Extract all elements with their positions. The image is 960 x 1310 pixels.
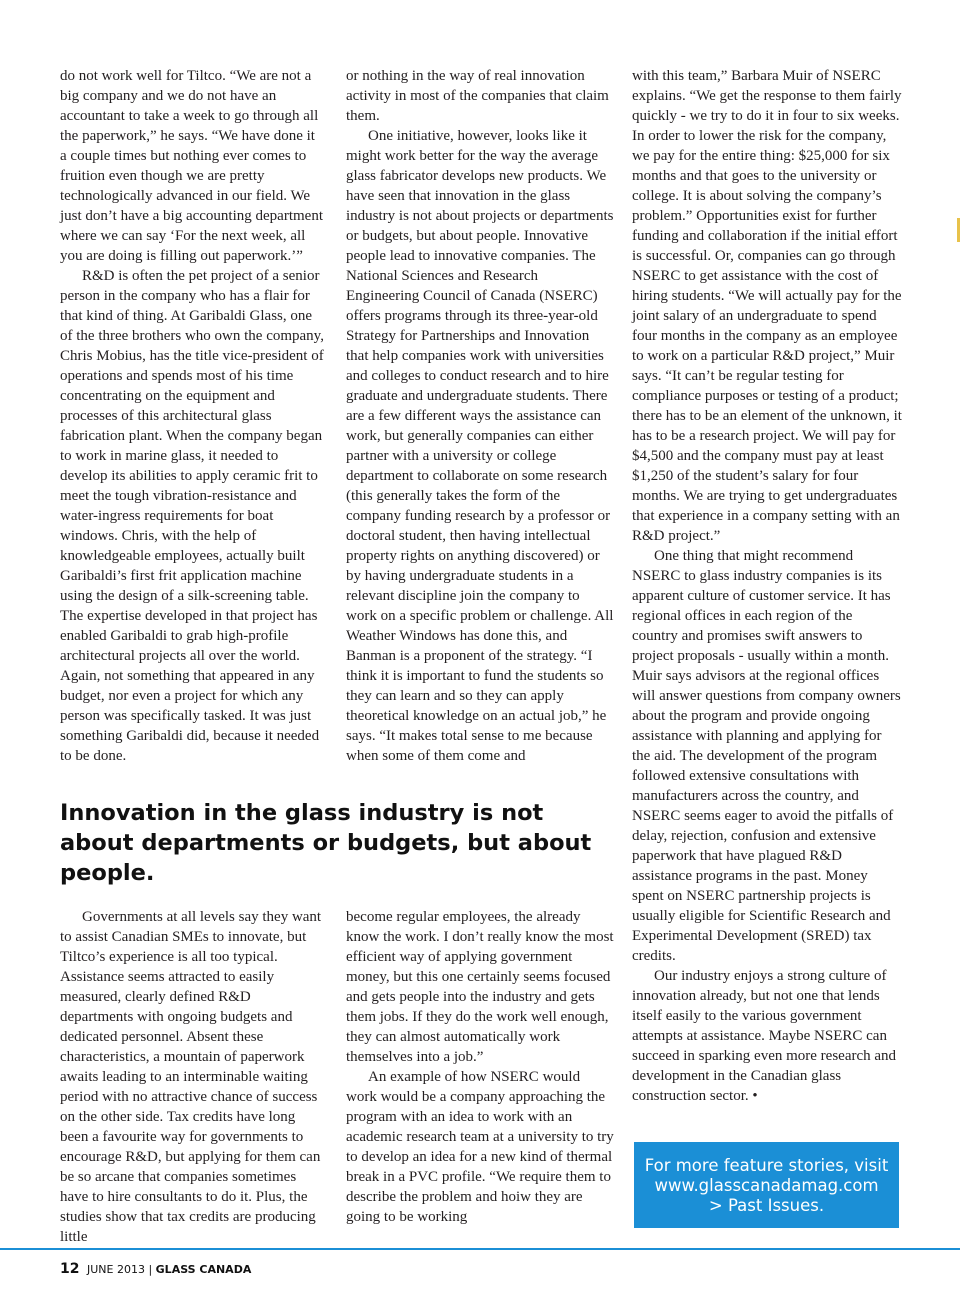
paragraph: Governments at all levels say they want to assist Canadian SMEs to innovate, but Tiltco’s experience is all too typical. Assistance seems attracted to easily measured, clearly defined R&D departments with ongoing budgets and dedicated personnel. Absent these characteristics, a mountain of paperwork awaits leading to an interminable waiting period with no attractive chance of success on the other side. Tax credits have long been a favourite way for governments to encourage R&D, but applying for them can be so arcane that companies sometimes have to hire consultants to do it. Plus, the studies show that tax credits are producing little [60,909,322,1245]
paragraph: or nothing in the way of real innovation activity in most of the companies that claim them. [346,68,609,124]
article-column-1-top [60,66,324,766]
promo-box[interactable] [634,1142,899,1228]
promo-line: > Past Issues. [708,1196,825,1215]
article-column-2-top [346,66,614,766]
article-column-1-bottom [60,907,324,1247]
page-number: 12 [60,1261,80,1277]
paragraph: do not work well for Tiltco. “We are not a big company and we do not have an accountant to take a week to go through all the paperwork,” he says. “We have done it a couple times but nothing ever comes to fruition even though we are pretty technologically advanced in our field. We just don’t have a big accounting department where we can say ‘For the next week, all you are doing is filling out paperwork.’” [60,68,323,264]
paragraph: An example of how NSERC would work would be a company approaching the program with an idea to work with an academic research team at a university to try to develop an idea for a new kind of thermal break in a PVC profile. “We require them to describe the problem and hoiw they are going to be working [346,1069,614,1225]
issue-date: JUNE 2013 | [86,1263,153,1276]
paragraph: R&D is often the pet project of a senior person in the company who has a flair for that kind of thing. At Garibaldi Glass, one of the three brothers who own the company, Chris Mobius, has the title vice-president of operations and spends most of his time concentrating on the equipment and processes of this architectural glass fabrication plant. When the company began to work in marine glass, it needed to develop its abilities to apply ceramic frit to meet the tough vibration-resistance and water-ingress requirements for boat windows. Chris, with the help of knowledgeable employees, actually built Garibaldi’s first frit application machine using the design of a silk-screening table. The expertise developed in that project has enabled Garibaldi to grab high-profile architectural projects all over the world. Again, not something that appeared in any budget, nor even a project for which any person was specifically tasked. It was just something Garibaldi did, because it needed to be done. [60,268,324,764]
footer-divider [0,1248,960,1250]
promo-link[interactable]: www.glasscanadamag.com [654,1176,879,1195]
paragraph: One thing that might recommend NSERC to glass industry companies is its apparent culture of customer service. It has regional offices in each region of the country and promises swift answers to project proposals - usually within a month. Muir says advisors at the regional offices will answer questions from company owners about the program and provide ongoing assistance with planning and applying for the aid. The development of the program followed extensive consultations with manufacturers across the country, and NSERC seems eager to avoid the pitfalls of delay, rejection, confusion and extensive paperwork that have plagued R&D assistance programs in the past. Money spent on NSERC partnership projects is usually eligible for Scientific Research and Experimental Development (SRED) tax credits. [632,548,901,964]
paragraph: become regular employees, the already know the work. I don’t really know the most efficient way of applying government money, but this one certainly seems focused and gets people into the industry and gets them jobs. If they do the work well enough, they can almost automatically work themselves into a job.” [346,909,614,1065]
paragraph: Our industry enjoys a strong culture of innovation already, but not one that lends itself easily to the various government attempts at assistance. Maybe NSERC can succeed in sparking even more research and development in the Canadian glass construction sector. • [632,968,897,1104]
pull-quote: Innovation in the glass industry is not about departments or budgets, but about people. [60,800,592,886]
article-column-3 [632,66,902,1106]
paragraph: with this team,” Barbara Muir of NSERC explains. “We get the response to them fairly quickly - we try to do it in four to six weeks. In order to lower the risk for the company, we pay for the entire thing: $25,000 for six months and that goes to the university or college. It is about solving the company’s problem.” Opportunities exist for further funding and collaboration if the initial effort is successful. Or, companies can go through NSERC to get assistance with the cost of hiring students. “We will actually pay for the joint salary of an undergraduate to spend four months in the company as an employee to work on a particular R&D project,” Muir says. “It can’t be regular testing for compliance purposes or testing of a product; there has to be an element of the unknown, it has to be a research project. We will pay for $4,500 and the company must pay at least $1,250 of the student’s salary for four months. We are trying to get undergraduates that experience in a company setting with an R&D project.” [632,68,902,544]
article-column-2-bottom [346,907,614,1227]
page-footer [60,1261,251,1277]
magazine-name: GLASS CANADA [155,1263,252,1276]
promo-line: For more feature stories, visit [644,1156,889,1175]
paragraph: One initiative, however, looks like it might work better for the way the average glass fabricator develops new products. We have seen that innovation in the glass industry is not about projects or departments or budgets, but about people. Innovative people lead to innovative companies. The National Sciences and Research Engineering Council of Canada (NSERC) offers programs through its three-year-old Strategy for Partnerships and Innovation that help companies work with universities and colleges to conduct research and to hire graduate and undergraduate students. There are a few different ways the assistance can work, but generally companies can either partner with a university or college department to collaborate on some research (this generally takes the form of the company funding research by a professor or doctoral student, then having intellectual property rights on anything discovered) or by having undergraduate students in a relevant discipline join the company to work on a specific problem or challenge. All Weather Windows has done this, and Banman is a proponent of the strategy. “I think it is important to fund the students so they can learn and so they can apply theoretical knowledge on an actual job,” he says. “It makes total sense to me because when some of them come and [346,128,614,764]
